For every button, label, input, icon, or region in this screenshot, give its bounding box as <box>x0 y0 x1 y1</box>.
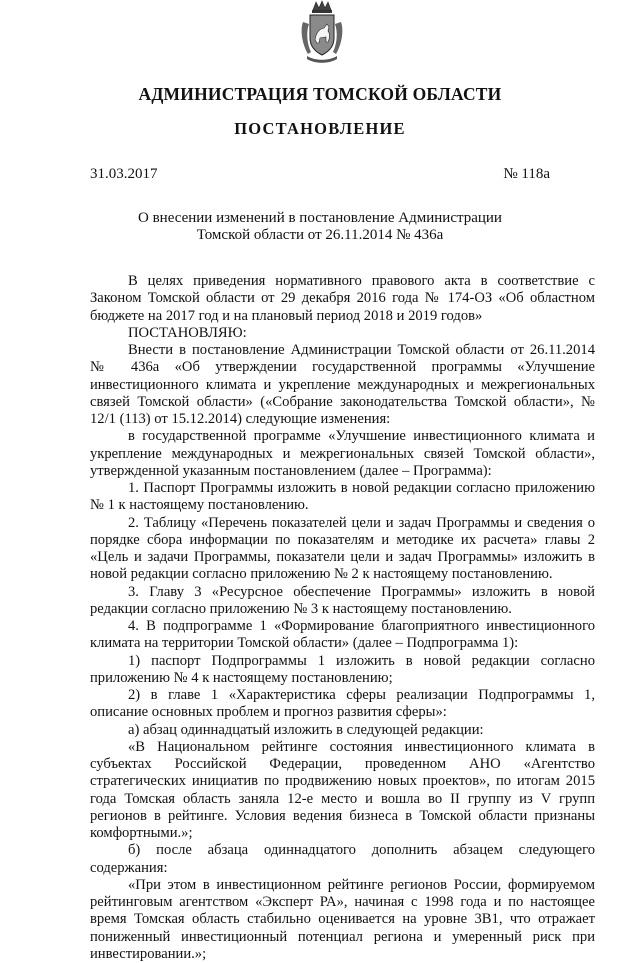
paragraph: 4. В подпрограмме 1 «Формирование благоприятного инвестиционного климата на территории Томской области» (далее – Подпрограмма 1): <box>90 618 595 652</box>
subject-line: Томской области от 26.11.2014 № 436а <box>196 227 444 243</box>
paragraph: В целях приведения нормативного правового акта в соответствие с Законом Томской области от 29 декабря 2016 года № 174-ОЗ «Об областном бюджете на 2017 год и на плановый период 2018 и 2019 годов» <box>90 273 595 324</box>
document-type: ПОСТАНОВЛЕНИЕ <box>234 119 406 138</box>
paragraph: 1) паспорт Подпрограммы 1 изложить в новой редакции согласно приложению № 4 к настоящему постановлению; <box>90 652 595 686</box>
coat-of-arms-emblem <box>300 0 344 66</box>
decree-word: ПОСТАНОВЛЯЮ: <box>128 324 247 341</box>
paragraph: 2) в главе 1 «Характеристика сферы реализации Подпрограммы 1, описание основных проблем и прогноз развития сферы»: <box>90 687 595 721</box>
paragraph: б) после абзаца одиннадцатого дополнить абзацем следующего содержания: <box>90 842 595 876</box>
document-date: 31.03.2017 <box>90 166 158 182</box>
organization-title: АДМИНИСТРАЦИЯ ТОМСКОЙ ОБЛАСТИ <box>138 84 502 104</box>
paragraph: 3. Главу 3 «Ресурсное обеспечение Программы» изложить в новой редакции согласно приложению № 3 к настоящему постановлению. <box>90 583 595 617</box>
paragraph: 1. Паспорт Программы изложить в новой редакции согласно приложению № 1 к настоящему постановлению. <box>90 480 595 514</box>
paragraph: а) абзац одиннадцатый изложить в следующей редакции: <box>128 721 484 738</box>
paragraph: 2. Таблицу «Перечень показателей цели и задач Программы и сведения о порядке сбора информации по показателям и методике их расчета» главы 2 «Цель и задачи Программы, показатели цели и задач Программы» изложить в новой редакции согласно приложению № 2 к настоящему постановлению. <box>90 514 595 583</box>
document-body <box>90 273 595 963</box>
subject-line: О внесении изменений в постановление Администрации <box>138 210 502 226</box>
paragraph: Внести в постановление Администрации Томской области от 26.11.2014 № 436а «Об утверждении государственной программы «Улучшение инвестиционного климата и укрепление международных и межрегиональных связей Томской области» («Собрание законодательства Томской области», № 12/1 (113) от 15.12.2014) следующие изменения: <box>90 342 595 427</box>
document-number: № 118а <box>503 166 550 182</box>
paragraph: в государственной программе «Улучшение инвестиционного климата и укрепление международных и межрегиональных связей Томской области», утвержденной указанным постановлением (далее – Программа): <box>90 428 595 479</box>
document-subject <box>0 210 640 244</box>
paragraph: «При этом в инвестиционном рейтинге регионов России, формируемом рейтинговым агентством «Эксперт РА», начиная с 1998 года и по настоящее время Томская область стабильно оценивается на уровне 3В1, что отражает пониженный инвестиционный потенциал региона и умеренный риск при инвестировании.»; <box>90 876 595 962</box>
paragraph: «В Национальном рейтинге состояния инвестиционного климата в субъектах Российской Федерации, проведенном АНО «Агентство стратегических инициатив по продвижению новых проектов», по итогам 2015 года Томская область заняла 12-е место и вошла во II группу из V групп регионов в рейтинге. Условия ведения бизнеса в Томской области признаны комфортными.»; <box>90 738 595 841</box>
